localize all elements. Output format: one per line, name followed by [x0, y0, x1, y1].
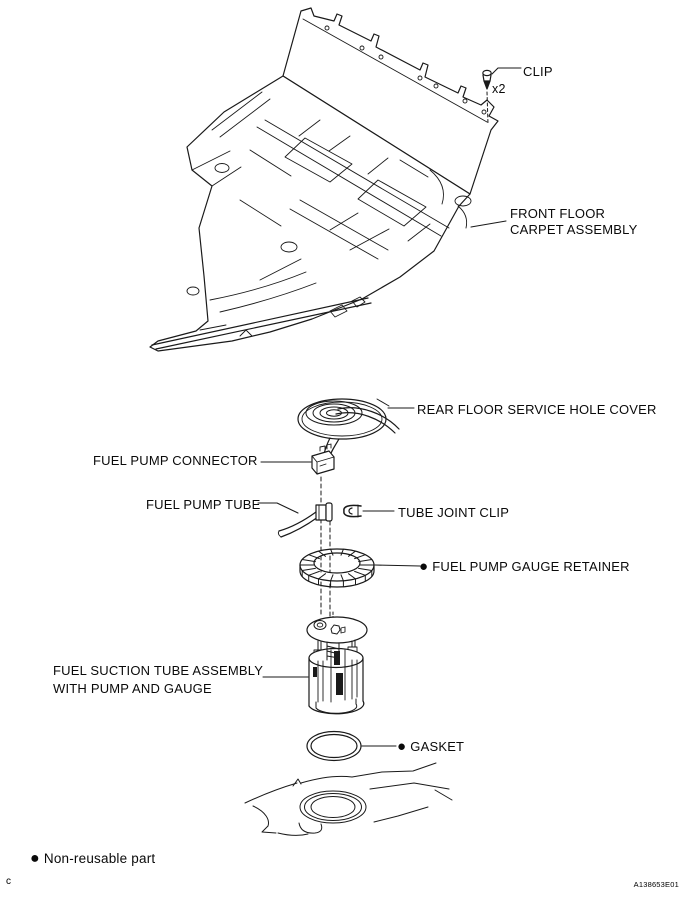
fuel-pump-tube-drawing: [278, 503, 332, 537]
gasket-label: ● GASKET: [397, 738, 465, 755]
tube-joint-clip-label: TUBE JOINT CLIP: [398, 505, 510, 520]
page-marker: c: [6, 876, 11, 887]
non-reusable-bullet-icon: ●: [397, 738, 407, 755]
non-reusable-bullet-icon: ●: [30, 850, 40, 867]
non-reusable-legend: ● Non-reusable part: [30, 850, 156, 867]
clip-label: CLIP: [523, 64, 553, 79]
front-floor-carpet-drawing: [150, 8, 498, 351]
fuel-pump-gauge-retainer-drawing: [300, 549, 374, 587]
fuel-suction-tube-assembly-drawing: [307, 612, 367, 714]
rear-floor-service-hole-cover-label: REAR FLOOR SERVICE HOLE COVER: [417, 402, 657, 417]
fuel-tank-opening-drawing: [245, 763, 452, 835]
tube-joint-clip-icon: [344, 505, 361, 517]
service-hole-cover-drawing: [298, 399, 399, 456]
fuel-suction-tube-assembly-label: FUEL SUCTION TUBE ASSEMBLY WITH PUMP AND GAUGE: [53, 663, 264, 696]
fuel-pump-connector-label: FUEL PUMP CONNECTOR: [93, 453, 258, 468]
fuel-pump-gauge-retainer-label: ● FUEL PUMP GAUGE RETAINER: [419, 558, 630, 575]
figure-code: A138653E01: [633, 880, 679, 889]
gasket-drawing: [307, 732, 361, 761]
front-floor-carpet-label: FRONT FLOOR CARPET ASSEMBLY: [510, 206, 638, 237]
fuel-pump-connector-drawing: [312, 444, 334, 474]
alignment-dashed-lines: [321, 477, 330, 617]
clip-quantity-label: x2: [492, 82, 506, 96]
fuel-pump-tube-label: FUEL PUMP TUBE: [146, 497, 261, 512]
non-reusable-bullet-icon: ●: [419, 558, 429, 575]
